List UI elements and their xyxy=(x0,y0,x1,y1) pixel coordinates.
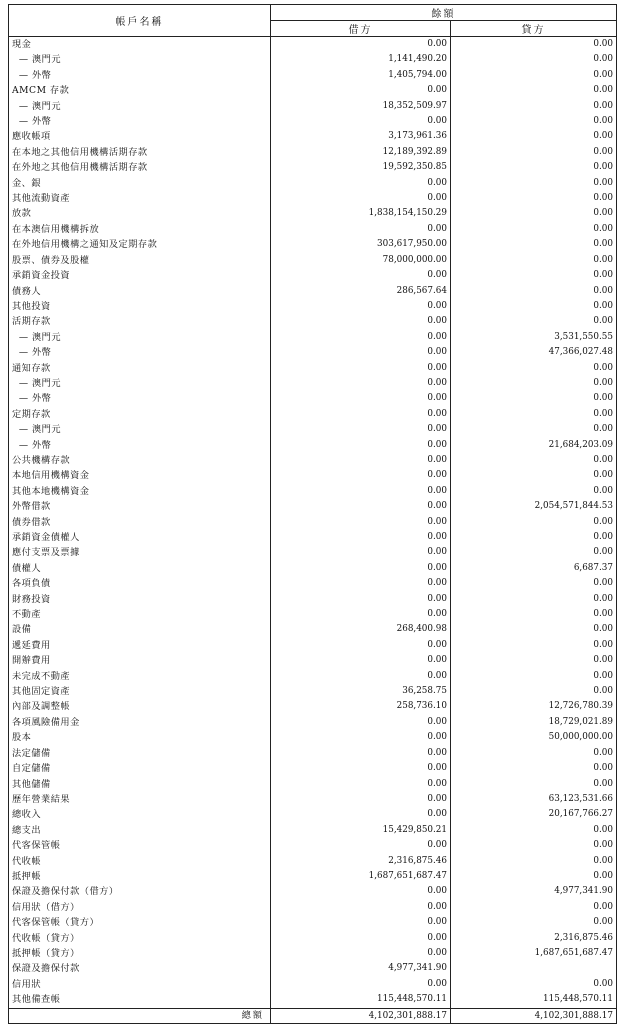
debit-cell: 15,429,850.21 xyxy=(271,823,451,838)
account-name-cell: — 外幣 xyxy=(9,438,271,453)
table-row xyxy=(9,515,617,530)
account-name-cell: 其他固定資產 xyxy=(9,684,271,699)
credit-cell: 0.00 xyxy=(451,176,617,191)
debit-cell: 1,405,794.00 xyxy=(271,68,451,83)
table-row xyxy=(9,869,617,884)
table-row xyxy=(9,607,617,622)
total-credit: 4,102,301,888.17 xyxy=(451,1008,617,1023)
credit-cell: 0.00 xyxy=(451,83,617,98)
credit-cell: 0.00 xyxy=(451,253,617,268)
debit-cell: 0.00 xyxy=(271,792,451,807)
account-name-cell: 其他本地機構資金 xyxy=(9,484,271,499)
credit-cell: 0.00 xyxy=(451,129,617,144)
credit-cell: 0.00 xyxy=(451,854,617,869)
credit-cell: 0.00 xyxy=(451,669,617,684)
credit-cell: 0.00 xyxy=(451,607,617,622)
table-row xyxy=(9,915,617,930)
account-name-cell: 定期存款 xyxy=(9,407,271,422)
table-row xyxy=(9,468,617,483)
account-name-cell: 本地信用機構資金 xyxy=(9,468,271,483)
table-row xyxy=(9,715,617,730)
debit-cell: 0.00 xyxy=(271,946,451,961)
credit-cell: 0.00 xyxy=(451,777,617,792)
account-name-cell: 信用狀（借方） xyxy=(9,900,271,915)
credit-cell: 0.00 xyxy=(451,915,617,930)
table-row xyxy=(9,37,617,53)
debit-cell: 4,977,341.90 xyxy=(271,961,451,976)
credit-cell: 0.00 xyxy=(451,37,617,53)
header-account-name: 帳戶名稱 xyxy=(9,5,271,37)
debit-cell: 0.00 xyxy=(271,915,451,930)
table-row xyxy=(9,622,617,637)
trial-balance-table xyxy=(8,4,617,1024)
table-row xyxy=(9,99,617,114)
account-name-cell: AMCM 存款 xyxy=(9,83,271,98)
account-name-cell: 債務人 xyxy=(9,284,271,299)
table-row xyxy=(9,838,617,853)
account-name-cell: 債權人 xyxy=(9,561,271,576)
credit-cell: 12,726,780.39 xyxy=(451,699,617,714)
debit-cell: 0.00 xyxy=(271,222,451,237)
table-row xyxy=(9,83,617,98)
debit-cell: 0.00 xyxy=(271,268,451,283)
debit-cell: 1,687,651,687.47 xyxy=(271,869,451,884)
table-row xyxy=(9,545,617,560)
table-row xyxy=(9,222,617,237)
account-name-cell: 其他儲備 xyxy=(9,777,271,792)
account-name-cell: 開辦費用 xyxy=(9,653,271,668)
debit-cell: 18,352,509.97 xyxy=(271,99,451,114)
table-row xyxy=(9,777,617,792)
table-row xyxy=(9,129,617,144)
credit-cell: 21,684,203.09 xyxy=(451,438,617,453)
debit-cell: 0.00 xyxy=(271,484,451,499)
credit-cell: 2,054,571,844.53 xyxy=(451,499,617,514)
table-header xyxy=(9,5,617,37)
debit-cell: 78,000,000.00 xyxy=(271,253,451,268)
table-row xyxy=(9,376,617,391)
credit-cell: 0.00 xyxy=(451,237,617,252)
account-name-cell: 股本 xyxy=(9,730,271,745)
table-row xyxy=(9,422,617,437)
table-row xyxy=(9,160,617,175)
table-row xyxy=(9,268,617,283)
debit-cell: 0.00 xyxy=(271,653,451,668)
debit-cell: 0.00 xyxy=(271,638,451,653)
account-name-cell: 遞延費用 xyxy=(9,638,271,653)
debit-cell: 0.00 xyxy=(271,761,451,776)
account-name-cell: — 澳門元 xyxy=(9,330,271,345)
debit-cell: 0.00 xyxy=(271,176,451,191)
table-row xyxy=(9,52,617,67)
debit-cell: 0.00 xyxy=(271,576,451,591)
table-row xyxy=(9,391,617,406)
table-row xyxy=(9,561,617,576)
credit-cell: 0.00 xyxy=(451,145,617,160)
header-credit: 貸方 xyxy=(451,21,617,37)
credit-cell: 0.00 xyxy=(451,484,617,499)
table-row xyxy=(9,499,617,514)
credit-cell: 0.00 xyxy=(451,160,617,175)
account-name-cell: — 外幣 xyxy=(9,114,271,129)
account-name-cell: 現金 xyxy=(9,37,271,53)
debit-cell: 0.00 xyxy=(271,730,451,745)
debit-cell: 0.00 xyxy=(271,931,451,946)
credit-cell: 0.00 xyxy=(451,576,617,591)
table-row xyxy=(9,669,617,684)
credit-cell: 0.00 xyxy=(451,746,617,761)
account-name-cell: 承銷資金投資 xyxy=(9,268,271,283)
table-row xyxy=(9,653,617,668)
account-name-cell: 在外地信用機構之通知及定期存款 xyxy=(9,237,271,252)
account-name-cell: 信用狀 xyxy=(9,977,271,992)
account-name-cell: 代收帳（貸方） xyxy=(9,931,271,946)
debit-cell: 0.00 xyxy=(271,361,451,376)
debit-cell: 303,617,950.00 xyxy=(271,237,451,252)
debit-cell: 0.00 xyxy=(271,314,451,329)
table-row xyxy=(9,807,617,822)
debit-cell: 0.00 xyxy=(271,807,451,822)
debit-cell: 1,141,490.20 xyxy=(271,52,451,67)
table-row xyxy=(9,684,617,699)
account-name-cell: 其他投資 xyxy=(9,299,271,314)
table-row xyxy=(9,191,617,206)
credit-cell: 0.00 xyxy=(451,468,617,483)
account-name-cell: 保證及擔保付款（借方） xyxy=(9,884,271,899)
account-name-cell: 抵押帳（貸方） xyxy=(9,946,271,961)
table-row xyxy=(9,484,617,499)
account-name-cell: 抵押帳 xyxy=(9,869,271,884)
credit-cell: 0.00 xyxy=(451,299,617,314)
credit-cell: 0.00 xyxy=(451,900,617,915)
credit-cell: 63,123,531.66 xyxy=(451,792,617,807)
credit-cell: 0.00 xyxy=(451,268,617,283)
table-row xyxy=(9,884,617,899)
debit-cell: 0.00 xyxy=(271,838,451,853)
debit-cell: 0.00 xyxy=(271,669,451,684)
table-row xyxy=(9,823,617,838)
credit-cell: 0.00 xyxy=(451,838,617,853)
table-row xyxy=(9,699,617,714)
debit-cell: 0.00 xyxy=(271,37,451,53)
table-row xyxy=(9,345,617,360)
account-name-cell: 代收帳 xyxy=(9,854,271,869)
table-row xyxy=(9,638,617,653)
debit-cell: 0.00 xyxy=(271,438,451,453)
debit-cell: 0.00 xyxy=(271,900,451,915)
account-name-cell: 應付支票及票據 xyxy=(9,545,271,560)
debit-cell: 0.00 xyxy=(271,607,451,622)
credit-cell xyxy=(451,961,617,976)
credit-cell: 0.00 xyxy=(451,407,617,422)
table-row xyxy=(9,792,617,807)
credit-cell: 0.00 xyxy=(451,869,617,884)
debit-cell: 0.00 xyxy=(271,515,451,530)
account-name-cell: 活期存款 xyxy=(9,314,271,329)
table-row xyxy=(9,746,617,761)
table-body xyxy=(9,37,617,1009)
table-row xyxy=(9,931,617,946)
table-row xyxy=(9,407,617,422)
credit-cell: 115,448,570.11 xyxy=(451,992,617,1008)
credit-cell: 0.00 xyxy=(451,68,617,83)
table-row xyxy=(9,438,617,453)
account-name-cell: 各項風險備用金 xyxy=(9,715,271,730)
account-name-cell: 應收帳項 xyxy=(9,129,271,144)
account-name-cell: 其他備查帳 xyxy=(9,992,271,1008)
debit-cell: 0.00 xyxy=(271,561,451,576)
debit-cell: 3,173,961.36 xyxy=(271,129,451,144)
credit-cell: 47,366,027.48 xyxy=(451,345,617,360)
account-name-cell: 自定儲備 xyxy=(9,761,271,776)
debit-cell: 0.00 xyxy=(271,884,451,899)
debit-cell: 268,400.98 xyxy=(271,622,451,637)
account-name-cell: 不動產 xyxy=(9,607,271,622)
credit-cell: 0.00 xyxy=(451,653,617,668)
trial-balance-sheet xyxy=(8,4,616,1024)
account-name-cell: 代客保管帳（貸方） xyxy=(9,915,271,930)
account-name-cell: 各項負債 xyxy=(9,576,271,591)
credit-cell: 0.00 xyxy=(451,545,617,560)
account-name-cell: 代客保管帳 xyxy=(9,838,271,853)
table-row xyxy=(9,576,617,591)
table-row xyxy=(9,900,617,915)
table-row xyxy=(9,530,617,545)
account-name-cell: 在本地之其他信用機構活期存款 xyxy=(9,145,271,160)
table-row xyxy=(9,992,617,1008)
table-row xyxy=(9,730,617,745)
account-name-cell: 總支出 xyxy=(9,823,271,838)
account-name-cell: 保證及擔保付款 xyxy=(9,961,271,976)
account-name-cell: — 外幣 xyxy=(9,391,271,406)
credit-cell: 1,687,651,687.47 xyxy=(451,946,617,961)
account-name-cell: 放款 xyxy=(9,206,271,221)
account-name-cell: — 外幣 xyxy=(9,345,271,360)
credit-cell: 0.00 xyxy=(451,361,617,376)
credit-cell: 0.00 xyxy=(451,391,617,406)
debit-cell: 0.00 xyxy=(271,530,451,545)
debit-cell: 0.00 xyxy=(271,592,451,607)
debit-cell: 19,592,350.85 xyxy=(271,160,451,175)
debit-cell: 0.00 xyxy=(271,746,451,761)
credit-cell: 3,531,550.55 xyxy=(451,330,617,345)
credit-cell: 0.00 xyxy=(451,284,617,299)
debit-cell: 115,448,570.11 xyxy=(271,992,451,1008)
debit-cell: 0.00 xyxy=(271,83,451,98)
table-row xyxy=(9,237,617,252)
table-row xyxy=(9,206,617,221)
account-name-cell: 其他流動資產 xyxy=(9,191,271,206)
debit-cell: 0.00 xyxy=(271,330,451,345)
account-name-cell: 法定儲備 xyxy=(9,746,271,761)
table-footer xyxy=(9,1008,617,1023)
account-name-cell: 在外地之其他信用機構活期存款 xyxy=(9,160,271,175)
credit-cell: 0.00 xyxy=(451,52,617,67)
credit-cell: 0.00 xyxy=(451,823,617,838)
credit-cell: 0.00 xyxy=(451,530,617,545)
credit-cell: 0.00 xyxy=(451,761,617,776)
account-name-cell: 未完成不動產 xyxy=(9,669,271,684)
credit-cell: 2,316,875.46 xyxy=(451,931,617,946)
table-row xyxy=(9,145,617,160)
debit-cell: 0.00 xyxy=(271,422,451,437)
credit-cell: 0.00 xyxy=(451,622,617,637)
credit-cell: 0.00 xyxy=(451,222,617,237)
account-name-cell: 公共機構存款 xyxy=(9,453,271,468)
table-row xyxy=(9,176,617,191)
table-row xyxy=(9,330,617,345)
total-debit: 4,102,301,888.17 xyxy=(271,1008,451,1023)
debit-cell: 0.00 xyxy=(271,715,451,730)
table-row xyxy=(9,314,617,329)
account-name-cell: — 外幣 xyxy=(9,68,271,83)
debit-cell: 0.00 xyxy=(271,114,451,129)
table-row xyxy=(9,68,617,83)
account-name-cell: 歷年營業結果 xyxy=(9,792,271,807)
table-row xyxy=(9,284,617,299)
account-name-cell: 在本澳信用機構拆放 xyxy=(9,222,271,237)
debit-cell: 0.00 xyxy=(271,545,451,560)
debit-cell: 0.00 xyxy=(271,407,451,422)
table-row xyxy=(9,977,617,992)
debit-cell: 286,567.64 xyxy=(271,284,451,299)
credit-cell: 20,167,766.27 xyxy=(451,807,617,822)
debit-cell: 0.00 xyxy=(271,468,451,483)
account-name-cell: 內部及調整帳 xyxy=(9,699,271,714)
credit-cell: 0.00 xyxy=(451,977,617,992)
credit-cell: 0.00 xyxy=(451,314,617,329)
credit-cell: 0.00 xyxy=(451,592,617,607)
credit-cell: 0.00 xyxy=(451,684,617,699)
total-label: 總額 xyxy=(9,1008,271,1023)
header-debit: 借方 xyxy=(271,21,451,37)
account-name-cell: 金、銀 xyxy=(9,176,271,191)
credit-cell: 0.00 xyxy=(451,515,617,530)
credit-cell: 0.00 xyxy=(451,453,617,468)
account-name-cell: 設備 xyxy=(9,622,271,637)
account-name-cell: — 澳門元 xyxy=(9,99,271,114)
credit-cell: 18,729,021.89 xyxy=(451,715,617,730)
account-name-cell: 總收入 xyxy=(9,807,271,822)
account-name-cell: 通知存款 xyxy=(9,361,271,376)
credit-cell: 0.00 xyxy=(451,422,617,437)
table-row xyxy=(9,946,617,961)
debit-cell: 0.00 xyxy=(271,345,451,360)
credit-cell: 0.00 xyxy=(451,206,617,221)
account-name-cell: 承銷資金債權人 xyxy=(9,530,271,545)
account-name-cell: 外幣借款 xyxy=(9,499,271,514)
table-row xyxy=(9,453,617,468)
debit-cell: 0.00 xyxy=(271,777,451,792)
table-row xyxy=(9,961,617,976)
credit-cell: 0.00 xyxy=(451,191,617,206)
credit-cell: 50,000,000.00 xyxy=(451,730,617,745)
table-row xyxy=(9,114,617,129)
table-row xyxy=(9,761,617,776)
debit-cell: 0.00 xyxy=(271,376,451,391)
debit-cell: 2,316,875.46 xyxy=(271,854,451,869)
credit-cell: 6,687.37 xyxy=(451,561,617,576)
debit-cell: 0.00 xyxy=(271,391,451,406)
table-row xyxy=(9,854,617,869)
table-row xyxy=(9,253,617,268)
debit-cell: 0.00 xyxy=(271,299,451,314)
debit-cell: 1,838,154,150.29 xyxy=(271,206,451,221)
credit-cell: 0.00 xyxy=(451,638,617,653)
table-row xyxy=(9,592,617,607)
account-name-cell: 債券借款 xyxy=(9,515,271,530)
account-name-cell: — 澳門元 xyxy=(9,422,271,437)
table-row xyxy=(9,299,617,314)
account-name-cell: 股票、債券及股權 xyxy=(9,253,271,268)
table-row xyxy=(9,361,617,376)
account-name-cell: — 澳門元 xyxy=(9,52,271,67)
debit-cell: 36,258.75 xyxy=(271,684,451,699)
credit-cell: 4,977,341.90 xyxy=(451,884,617,899)
account-name-cell: — 澳門元 xyxy=(9,376,271,391)
credit-cell: 0.00 xyxy=(451,99,617,114)
header-balance: 餘額 xyxy=(271,5,617,21)
debit-cell: 12,189,392.89 xyxy=(271,145,451,160)
debit-cell: 0.00 xyxy=(271,499,451,514)
credit-cell: 0.00 xyxy=(451,114,617,129)
account-name-cell: 財務投資 xyxy=(9,592,271,607)
debit-cell: 0.00 xyxy=(271,977,451,992)
credit-cell: 0.00 xyxy=(451,376,617,391)
debit-cell: 258,736.10 xyxy=(271,699,451,714)
debit-cell: 0.00 xyxy=(271,453,451,468)
debit-cell: 0.00 xyxy=(271,191,451,206)
